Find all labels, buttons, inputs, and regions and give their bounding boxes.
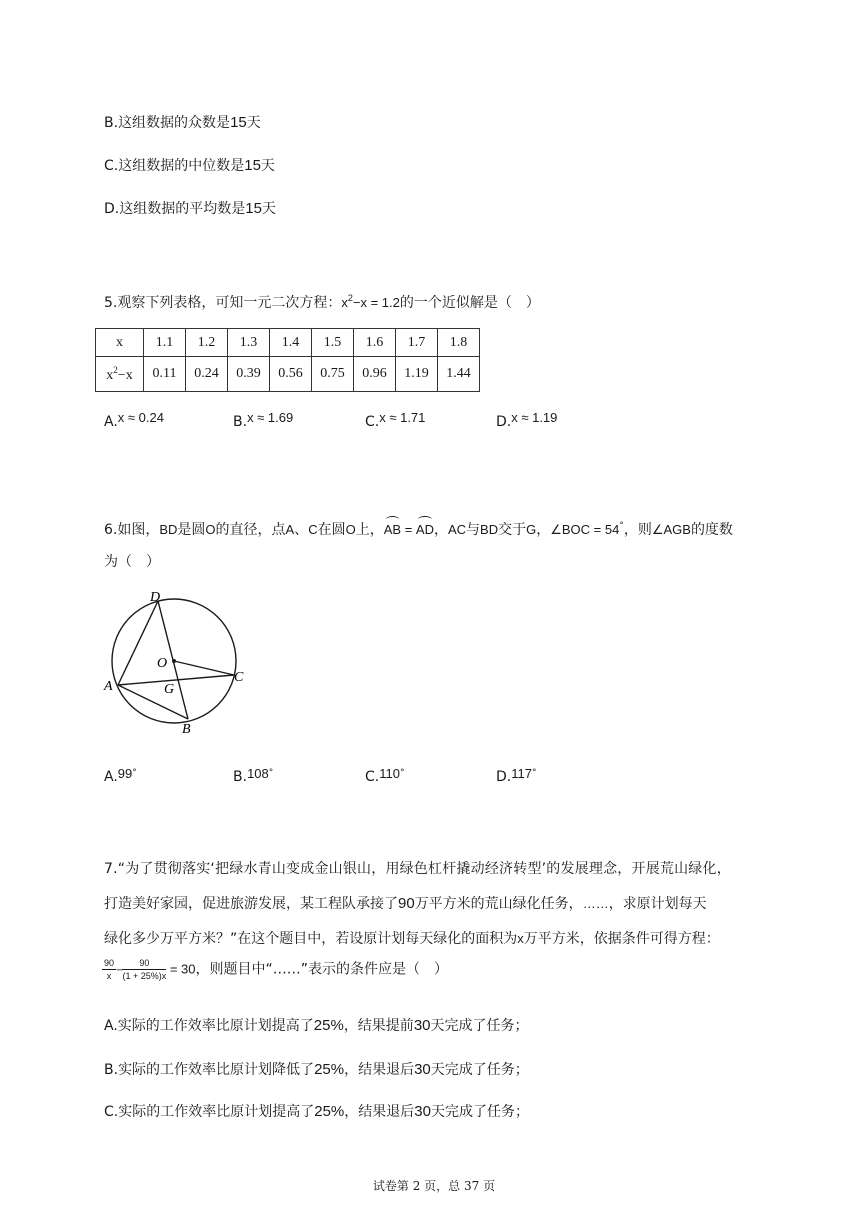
option-value: 108 — [247, 766, 269, 781]
table-cell: 0.75 — [312, 357, 354, 392]
table-cell: 1.8 — [438, 329, 480, 357]
option-days: 30 — [414, 1061, 431, 1078]
expr-base: x — [106, 367, 114, 383]
option-value: x ≈ 1.69 — [247, 410, 294, 425]
q7-area-value: 90 — [398, 895, 415, 912]
option-value: x ≈ 1.19 — [511, 410, 558, 425]
q7-ellipsis: …… — [582, 896, 609, 911]
segment-bd: BD — [159, 522, 178, 537]
segment-ac: AC — [447, 522, 467, 537]
degree-sign: ° — [268, 768, 274, 778]
degree-sign: ° — [531, 768, 537, 778]
q6-stem-line2: 为（ ） — [104, 554, 160, 570]
option-prefix: B. — [233, 769, 248, 785]
q6-text: 上， — [355, 522, 384, 538]
q4-option-b — [104, 112, 261, 132]
q5-stem — [104, 292, 540, 312]
table-cell: 0.39 — [228, 357, 270, 392]
table-cell: 1.44 — [438, 357, 480, 392]
numerator: 90 — [104, 958, 115, 968]
point-g: G — [526, 522, 537, 537]
option-value: 15 — [245, 200, 262, 217]
option-prefix: B. — [104, 115, 119, 131]
q6-option-a — [104, 768, 137, 785]
table-cell: 0.96 — [354, 357, 396, 392]
q6-text: 在圆 — [317, 522, 346, 538]
q7-text: 绿化多少万平方米？”在这个题目中，若设原计划每天绿化的面积为 — [104, 931, 518, 947]
minus-sign: − — [116, 964, 123, 977]
option-percent: 25% — [314, 1061, 345, 1078]
option-text: 天完成了任务； — [430, 1018, 529, 1034]
q6-text: 、 — [294, 522, 309, 538]
q5-equation — [341, 295, 400, 310]
denominator: x — [106, 971, 112, 981]
table-cell: 0.11 — [144, 357, 186, 392]
segment-ac — [118, 675, 234, 685]
q4-option-c — [104, 155, 275, 175]
q7-text: ，求原计划每天 — [608, 896, 707, 912]
option-prefix: C. — [365, 414, 380, 430]
option-text: 实际的工作效率比原计划提高了 — [118, 1104, 315, 1120]
equation-rhs: = 30 — [166, 961, 196, 977]
label-c: C — [234, 670, 244, 685]
option-prefix: B. — [233, 414, 248, 430]
point-a: A — [285, 522, 295, 537]
eq-rest: −x = 1.2 — [352, 295, 400, 310]
q7-line3 — [104, 928, 720, 948]
q6-text: ，则 — [623, 522, 652, 538]
option-prefix: C. — [104, 1104, 119, 1120]
q6-text: 是圆 — [177, 522, 206, 538]
option-prefix: C. — [104, 158, 119, 174]
q6-text: 的直径，点 — [215, 522, 286, 538]
table-cell: 1.1 — [144, 329, 186, 357]
option-suffix: 天 — [260, 158, 275, 174]
q7-line2 — [104, 893, 707, 913]
q6-option-c — [365, 768, 404, 785]
label-b: B — [182, 722, 191, 737]
option-text: ，结果提前 — [343, 1018, 414, 1034]
option-text: 天完成了任务； — [430, 1062, 529, 1078]
q5-option-d — [496, 410, 558, 430]
q6-option-d — [496, 768, 536, 785]
option-value: 15 — [230, 114, 247, 131]
q7-line4 — [102, 958, 448, 981]
q7-text: ，则题目中“……”表示的条件应是（ ） — [195, 961, 449, 978]
q6-stem-line1 — [104, 519, 733, 539]
q5-option-c — [365, 410, 426, 430]
option-prefix: D. — [496, 769, 512, 785]
q7-text: 万平方米，依据条件可得方程： — [523, 931, 720, 947]
option-suffix: 天 — [246, 115, 261, 131]
label-o: O — [157, 656, 168, 671]
option-text: 实际的工作效率比原计划降低了 — [118, 1062, 315, 1078]
q5-lead: 5.观察下列表格，可知一元二次方程： — [104, 295, 342, 311]
option-text: ，结果退后 — [344, 1062, 415, 1078]
q6-text: 的度数 — [690, 522, 733, 538]
table-cell: 0.24 — [186, 357, 228, 392]
option-percent: 25% — [313, 1017, 344, 1034]
q6-option-b — [233, 768, 273, 785]
option-text: 这组数据的众数是 — [118, 115, 231, 131]
table-row — [96, 329, 480, 357]
option-value: x ≈ 0.24 — [117, 410, 164, 425]
fraction-90-over-125x — [122, 958, 166, 981]
q7-option-a — [104, 1015, 529, 1035]
q4-option-d — [104, 198, 276, 218]
option-value: x ≈ 1.71 — [379, 410, 426, 425]
q5-option-a — [104, 410, 164, 430]
option-text: 天完成了任务； — [430, 1104, 529, 1120]
option-prefix: B. — [104, 1062, 119, 1078]
option-value: 110 — [379, 766, 400, 781]
degree-sign: ° — [619, 521, 624, 531]
q6-text: ， — [536, 522, 551, 538]
option-prefix: D. — [496, 414, 512, 430]
option-text: 实际的工作效率比原计划提高了 — [117, 1018, 314, 1034]
numerator: 90 — [122, 958, 166, 970]
option-days: 30 — [414, 1103, 431, 1120]
angle-boc: ∠BOC = 54 — [550, 522, 620, 537]
option-prefix: C. — [365, 769, 380, 785]
table-cell: 1.19 — [396, 357, 438, 392]
option-value: 15 — [244, 157, 261, 174]
segment-da — [118, 601, 158, 685]
option-days: 30 — [413, 1017, 431, 1034]
expr-exponent: 2 — [113, 364, 118, 375]
q7-option-b — [104, 1059, 529, 1079]
table-cell: 1.3 — [228, 329, 270, 357]
option-text: 这组数据的中位数是 — [118, 158, 245, 174]
q6-text: 6.如图， — [104, 522, 160, 538]
q5-table — [95, 328, 480, 392]
option-prefix: D. — [104, 201, 120, 217]
table-cell: 1.6 — [354, 329, 396, 357]
page-footer: 试卷第 2 页，总 37 页 — [372, 1179, 496, 1193]
table-cell: 1.7 — [396, 329, 438, 357]
segment-bd: BD — [480, 522, 499, 537]
q7-text: 打造美好家园，促进旅游发展，某工程队承接了 — [104, 896, 398, 912]
table-header-x: x — [96, 329, 144, 357]
point-o: O — [345, 522, 356, 537]
denominator: (1 + 25%)x — [122, 971, 167, 981]
expr-rest: −x — [117, 367, 133, 383]
arc-ab: AB — [383, 522, 402, 537]
eq-exponent: 2 — [347, 293, 353, 303]
option-prefix: A. — [104, 769, 118, 785]
label-g: G — [164, 682, 175, 697]
degree-sign: ° — [132, 768, 137, 778]
label-d: D — [150, 590, 161, 605]
option-text: 这组数据的平均数是 — [119, 201, 246, 217]
table-header-expr — [96, 357, 144, 392]
segment-ab — [118, 685, 188, 719]
option-percent: 25% — [314, 1103, 345, 1120]
option-value: 117 — [511, 766, 532, 781]
angle-agb: ∠AGB — [651, 522, 691, 537]
option-value: 99 — [117, 766, 133, 781]
arc-ad: AD — [415, 522, 434, 537]
q7-option-c — [104, 1101, 529, 1121]
option-suffix: 天 — [261, 201, 276, 217]
circle-geometry-figure — [100, 585, 260, 740]
label-a: A — [104, 679, 113, 694]
eq-base: x — [341, 295, 348, 310]
table-row — [96, 357, 480, 392]
segment-oc — [174, 661, 234, 675]
table-cell: 1.2 — [186, 329, 228, 357]
option-text: ，结果退后 — [344, 1104, 415, 1120]
q6-text: ， — [433, 522, 448, 538]
table-cell: 0.56 — [270, 357, 312, 392]
q7-text: 万平方米的荒山绿化任务， — [414, 896, 583, 912]
q6-text: 与 — [466, 522, 481, 538]
point-c: C — [308, 522, 318, 537]
table-cell: 1.4 — [270, 329, 312, 357]
table-cell: 1.5 — [312, 329, 354, 357]
point-o: O — [205, 522, 216, 537]
variable-x: x — [517, 931, 524, 946]
q7-line1: 7.“为了贯彻落实‘把绿水青山变成金山银山，用绿色杠杆撬动经济转型’的发展理念，开展荒山绿化， — [104, 861, 731, 877]
option-prefix: A. — [104, 1018, 118, 1034]
center-point — [172, 659, 176, 663]
degree-sign: ° — [399, 768, 405, 778]
equals-sign: = — [401, 522, 416, 537]
q5-option-b — [233, 410, 294, 430]
option-prefix: A. — [104, 414, 118, 430]
q6-text: 交于 — [498, 522, 527, 538]
q5-tail: 的一个近似解是（ ） — [399, 295, 540, 311]
fraction-90-over-x — [102, 958, 116, 981]
